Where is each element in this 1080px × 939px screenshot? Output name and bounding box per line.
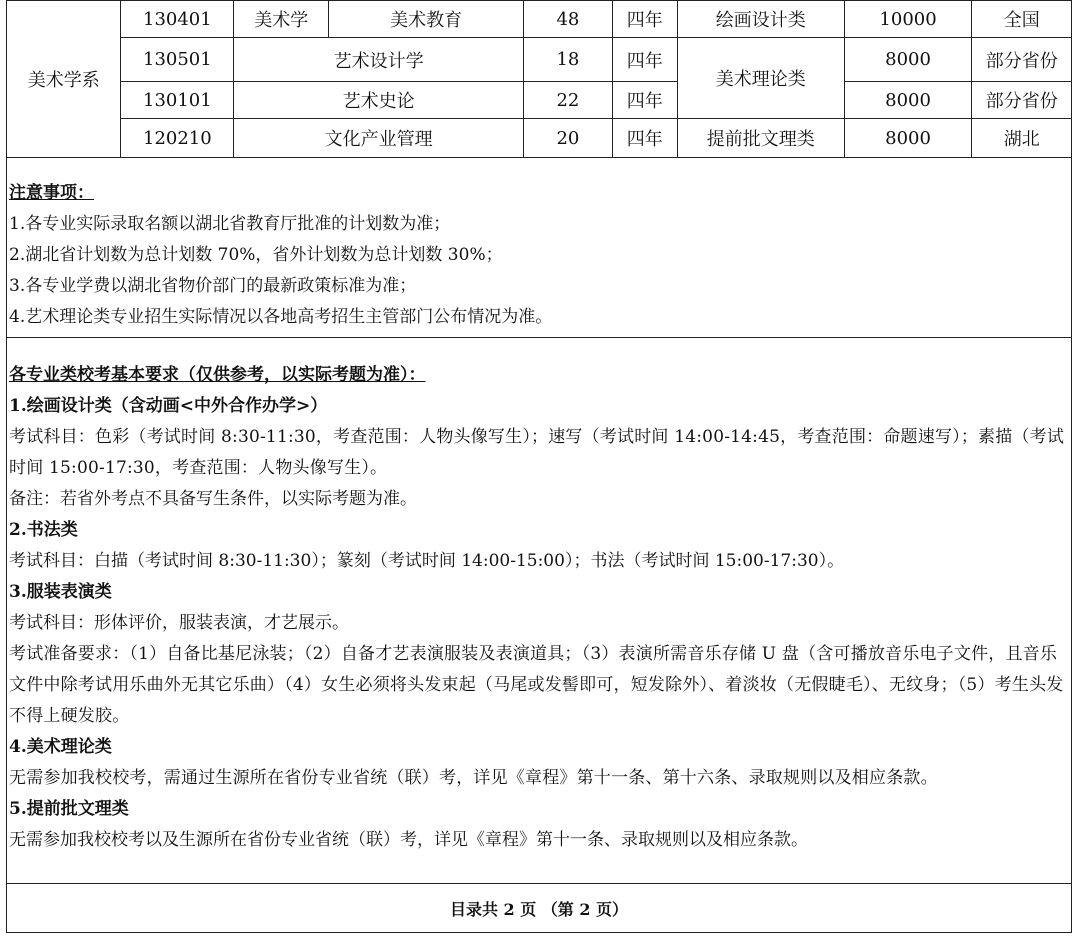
- fee-cell: 8000: [844, 82, 972, 119]
- section-heading: 5.提前批文理类: [9, 799, 129, 819]
- duration-cell: 四年: [612, 38, 677, 82]
- section-heading: 2.书法类: [9, 520, 78, 540]
- section-paragraph: 无需参加我校校考以及生源所在省份专业省统（联）考，详见《章程》第十一条、录取规则以及相应条款。: [9, 830, 808, 850]
- section-paragraph: 无需参加我校校考，需通过生源所在省份专业省统（联）考，详见《章程》第十一条、第十六条、录取规则以及相应条款。: [9, 768, 938, 788]
- major-cell: 文化产业管理: [234, 119, 524, 158]
- quota-cell: 18: [523, 38, 612, 82]
- table-row: [7, 1, 1071, 38]
- code-cell: 130501: [121, 38, 234, 82]
- section-paragraph: 考试科目：形体评价，服装表演，才艺展示。: [9, 613, 349, 633]
- major-cell: 艺术史论: [234, 82, 524, 119]
- section-paragraph: 考试科目：白描（考试时间 8:30-11:30）；篆刻（考试时间 14:00-15:00）；书法（考试时间 15:00-17:30）。: [9, 551, 845, 571]
- duration-cell: 四年: [612, 119, 677, 158]
- major-table: [7, 0, 1071, 158]
- duration-cell: 四年: [612, 82, 677, 119]
- table-row: [7, 82, 1071, 119]
- category-cell: 提前批文理类: [677, 119, 844, 158]
- duration-cell: 四年: [612, 1, 677, 38]
- section-heading: 1.绘画设计类（含动画<中外合作办学>）: [9, 396, 328, 416]
- document-page: [6, 0, 1072, 933]
- quota-cell: 22: [523, 82, 612, 119]
- requirements-title: 各专业类校考基本要求（仅供参考，以实际考题为准）：: [9, 365, 426, 385]
- note-item: 1.各专业实际录取名额以湖北省教育厅批准的计划数为准；: [9, 214, 451, 234]
- department-cell: 美术学系: [7, 1, 121, 158]
- notes-section: [7, 158, 1071, 338]
- quota-cell: 20: [523, 119, 612, 158]
- table-row: [7, 119, 1071, 158]
- region-cell: 部分省份: [972, 38, 1071, 82]
- region-cell: 部分省份: [972, 82, 1071, 119]
- section-heading: 3.服装表演类: [9, 582, 112, 602]
- code-cell: 130401: [121, 1, 234, 38]
- fee-cell: 8000: [844, 38, 972, 82]
- code-cell: 130101: [121, 82, 234, 119]
- note-item: 2.湖北省计划数为总计划数 70%，省外计划数为总计划数 30%；: [9, 245, 503, 265]
- code-cell: 120210: [121, 119, 234, 158]
- note-item: 4.艺术理论类专业招生实际情况以各地高考招生主管部门公布情况为准。: [9, 307, 553, 327]
- fee-cell: 8000: [844, 119, 972, 158]
- notes-title: 注意事项：: [9, 183, 94, 203]
- major-cell: 美术学: [234, 1, 329, 38]
- section-heading: 4.美术理论类: [9, 737, 112, 757]
- major-cell: 艺术设计学: [234, 38, 524, 82]
- table-row: [7, 38, 1071, 82]
- fee-cell: 10000: [844, 1, 972, 38]
- section-paragraph: 考试科目：色彩（考试时间 8:30-11:30，考查范围：人物头像写生）；速写（考试时间 14:00-14:45，考查范围：命题速写）；素描（考试时间 15:00-17:30，考查范围：人物头像写生）。: [9, 427, 1065, 478]
- requirements-section: [7, 338, 1071, 884]
- region-cell: 全国: [972, 1, 1071, 38]
- region-cell: 湖北: [972, 119, 1071, 158]
- note-item: 3.各专业学费以湖北省物价部门的最新政策标准为准；: [9, 276, 417, 296]
- page-footer: 目录共 2 页 （第 2 页）: [449, 900, 629, 919]
- category-cell: 绘画设计类: [677, 1, 844, 38]
- direction-cell: 美术教育: [329, 1, 524, 38]
- quota-cell: 48: [523, 1, 612, 38]
- section-paragraph: 考试准备要求：（1）自备比基尼泳装；（2）自备才艺表演服装及表演道具；（3）表演所需音乐存储 U 盘（含可播放音乐电子文件，且音乐文件中除考试用乐曲外无其它乐曲）（4）女生必须将头发束起（马尾或发髻即可，短发除外）、着淡妆（无假睫毛）、无纹身；（5）考生头发不得上硬发胶。: [9, 644, 1064, 726]
- category-cell: 美术理论类: [677, 38, 844, 119]
- section-paragraph: 备注：若省外考点不具备写生条件，以实际考题为准。: [9, 489, 417, 509]
